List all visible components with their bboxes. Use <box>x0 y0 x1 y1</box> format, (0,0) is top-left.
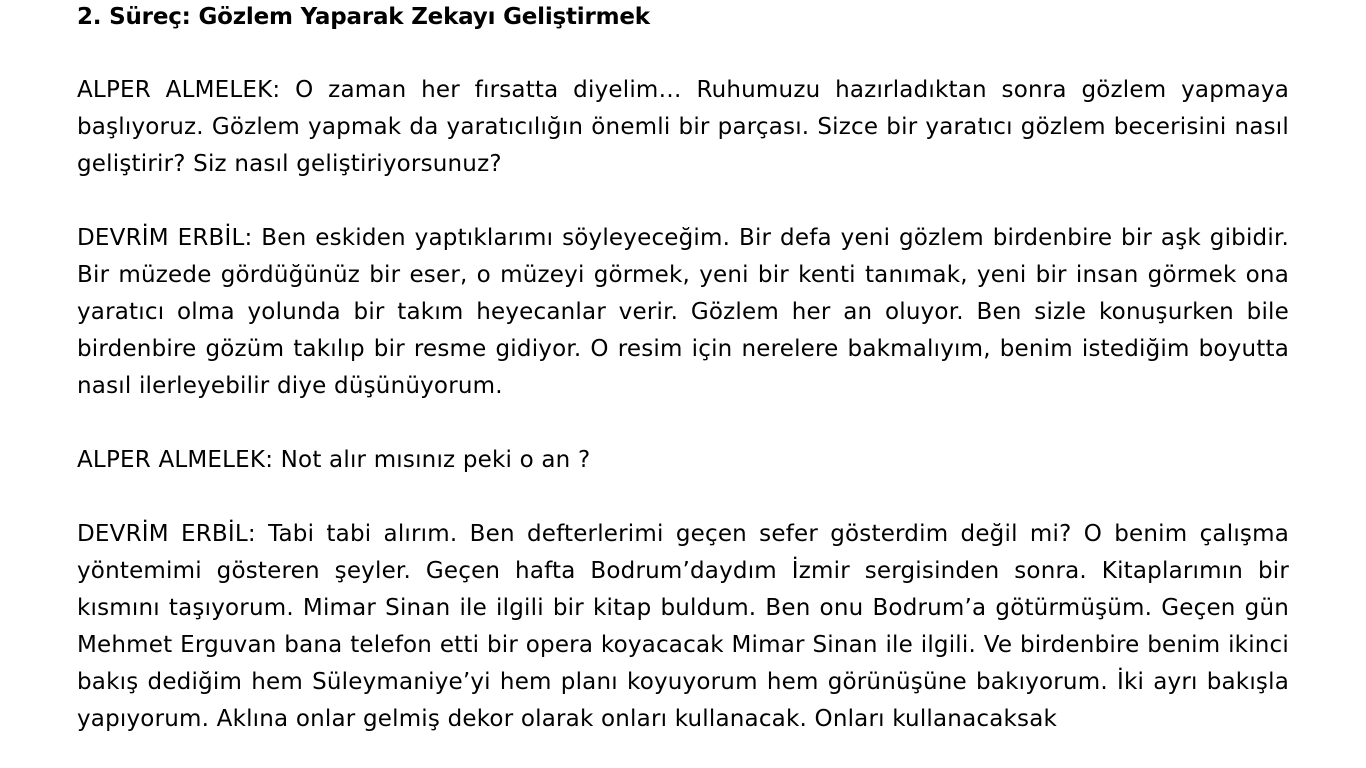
paragraph-spacer <box>77 479 1289 516</box>
paragraph-alper-1: ALPER ALMELEK: O zaman her fırsatta diyelim… Ruhumuzu hazırladıktan sonra gözlem yapmaya başlıyoruz. Gözlem yapmak da yaratıcılığın önemli bir parçası. Sizce bir yaratıcı gözlem becerisini nasıl geliştirir? Siz nasıl geliştiriyorsunuz? <box>77 77 1289 177</box>
paragraph-spacer <box>77 34 1289 72</box>
paragraph-spacer <box>77 183 1289 220</box>
paragraph-alper-2: ALPER ALMELEK: Not alır mısınız peki o an ? <box>77 447 591 473</box>
paragraph-devrim-1: DEVRİM ERBİL: Ben eskiden yaptıklarımı söyleyeceğim. Bir defa yeni gözlem birdenbire bir aşk gibidir. Bir müzede gördüğünüz bir eser, o müzeyi görmek, yeni bir kenti tanımak, yeni bir insan görmek ona yaratıcı olma yolunda bir takım heyecanlar verir. Gözlem her an oluyor. Ben sizle konuşurken bile birdenbire gözüm takılıp bir resme gidiyor. O resim için nerelere bakmalıyım, benim istediğim boyutta nasıl ilerleyebilir diye düşünüyorum. <box>77 225 1289 399</box>
paragraph-spacer <box>77 405 1289 442</box>
document-page <box>77 0 1289 738</box>
paragraph-devrim-2: DEVRİM ERBİL: Tabi tabi alırım. Ben defterlerimi geçen sefer gösterdim değil mi? O benim çalışma yöntemimi gösteren şeyler. Geçen hafta Bodrum’daydım İzmir sergisinden sonra. Kitaplarımın bir kısmını taşıyorum. Mimar Sinan ile ilgili bir kitap buldum. Ben onu Bodrum’a götürmüşüm. Geçen gün Mehmet Erguvan bana telefon etti bir opera koyacacak Mimar Sinan ile ilgili. Ve birdenbire benim ikinci bakış dediğim hem Süleymaniye’yi hem planı koyuyorum hem görünüşüne bakıyorum. İki ayrı bakışla yapıyorum. Aklına onlar gelmiş dekor olarak onları kullanacak. Onları kullanacaksak <box>77 521 1289 732</box>
section-heading: 2. Süreç: Gözlem Yaparak Zekayı Geliştirmek <box>77 4 650 30</box>
